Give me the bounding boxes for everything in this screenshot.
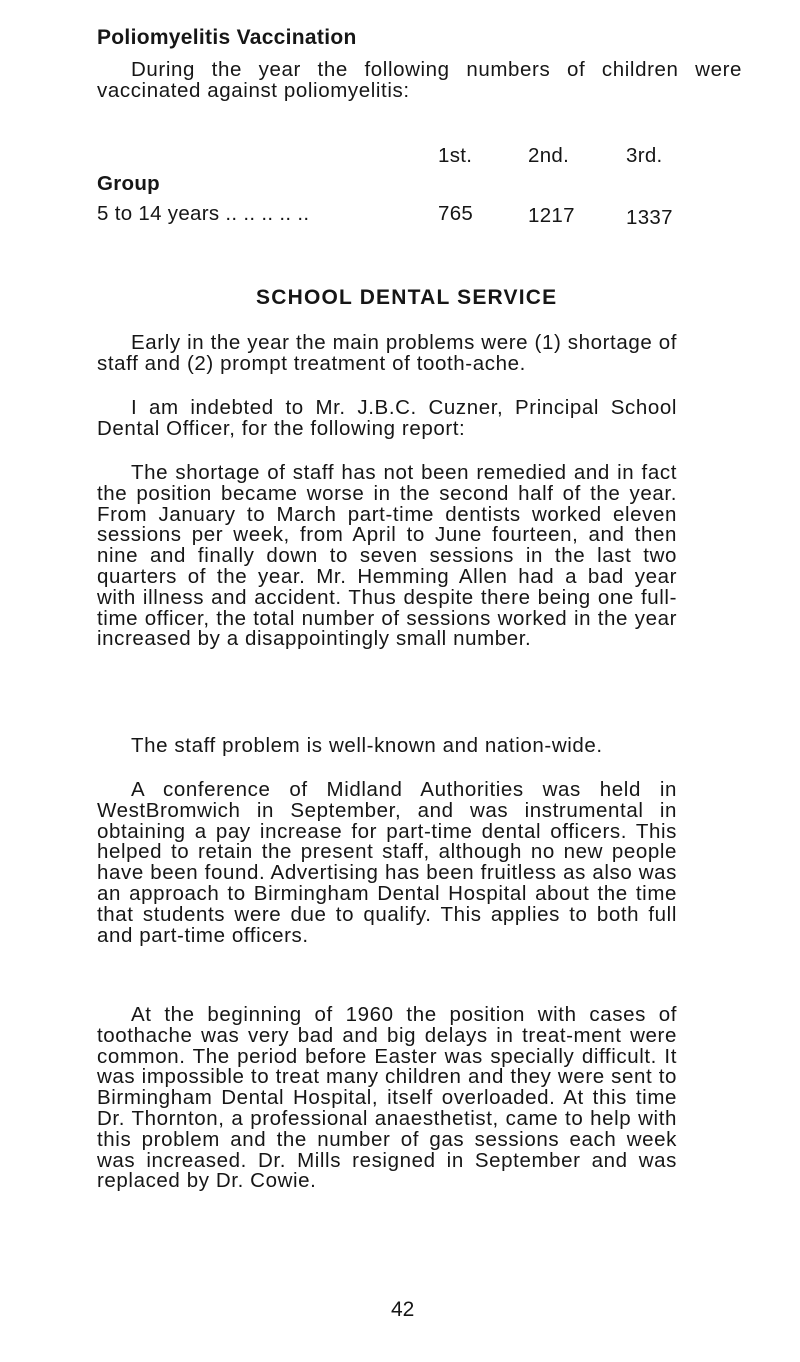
polio-heading: Poliomyelitis Vaccination xyxy=(97,26,357,49)
column-header-3rd: 3rd. xyxy=(626,144,663,167)
column-header-1st: 1st. xyxy=(438,144,473,167)
dental-paragraph-5: A conference of Midland Authorities was held in WestBromwich in September, and was instrumental in obtaining a pay increase for part-time dental officers. This helped to retain the present staff, although no new people have been found. Advertising has been fruitless as also was an approach to Birmingham Dental Hospital about the time that students were due to qualify. This applies to both full and part-time officers. xyxy=(97,778,677,947)
dental-paragraph-2: I am indebted to Mr. J.B.C. Cuzner, Principal School Dental Officer, for the following report: xyxy=(97,396,677,440)
dental-paragraph-1: Early in the year the main problems were (1) shortage of staff and (2) prompt treatment of tooth-ache. xyxy=(97,331,677,375)
value-3rd: 1337 xyxy=(626,206,673,229)
column-header-2nd: 2nd. xyxy=(528,144,570,167)
dental-paragraph-6: At the beginning of 1960 the position with cases of toothache was very bad and big delays in treat-ment were common. The period before Easter was specially difficult. It was impossible to treat many children and they were sent to Birmingham Dental Hospital, itself overloaded. At this time Dr. Thornton, a professional anaesthetist, came to help with this problem and the number of gas sessions each week was increased. Dr. Mills resigned in September and was replaced by Dr. Cowie. xyxy=(97,1003,677,1193)
row-label: 5 to 14 years .. .. .. .. .. xyxy=(97,202,310,225)
dental-heading: SCHOOL DENTAL SERVICE xyxy=(256,286,558,309)
polio-intro: During the year the following numbers of children were vaccinated against poliomyelitis: xyxy=(97,58,742,102)
page-number: 42 xyxy=(391,1298,415,1321)
value-2nd: 1217 xyxy=(528,204,575,227)
dental-paragraph-3: The shortage of staff has not been remedied and in fact the position became worse in the second half of the year. From January to March part-time dentists worked eleven sessions per week, from April to June fourteen, and then nine and finally down to seven sessions in the last two quarters of the year. Mr. Hemming Allen had a bad year with illness and accident. Thus despite there being one full-time officer, the total number of sessions worked in the year increased by a disappointingly small number. xyxy=(97,461,677,651)
group-label: Group xyxy=(97,172,160,195)
value-1st: 765 xyxy=(438,202,474,225)
dental-paragraph-4: The staff problem is well-known and nation-wide. xyxy=(131,734,603,757)
